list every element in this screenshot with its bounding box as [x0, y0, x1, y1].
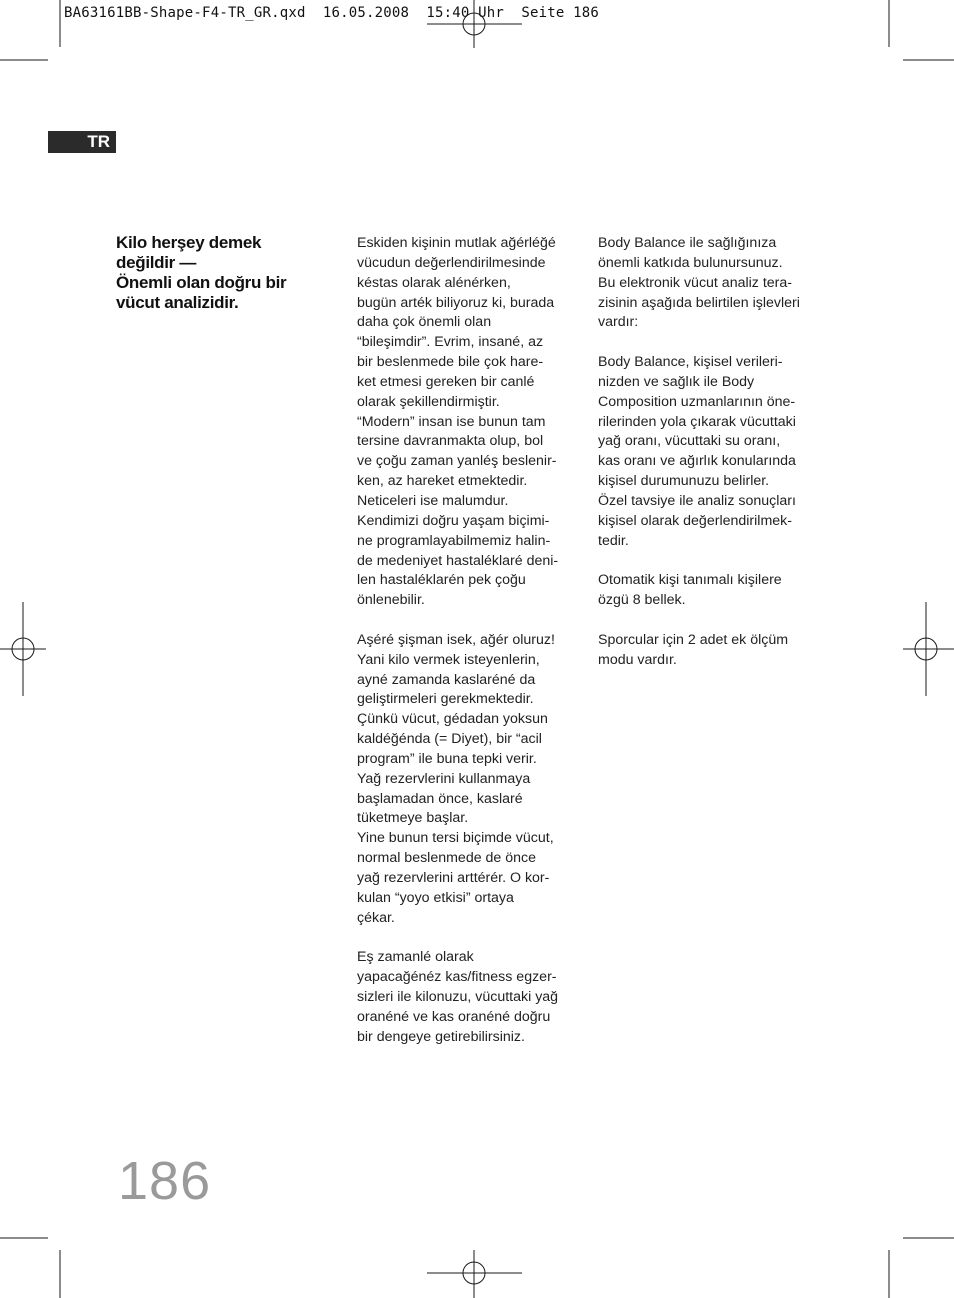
- text-line: kişisel durumunuzu belirler.: [598, 473, 770, 490]
- text-line: modu vardır.: [598, 651, 677, 668]
- text-line: tedir.: [598, 532, 629, 549]
- text-line: Otomatik kişi tanımalı kişilere: [598, 572, 782, 589]
- text-line: bir beslenmede bile çok hare-: [357, 354, 544, 371]
- paragraph: [598, 571, 838, 611]
- text-line: oranéné ve kas oranéné doğru: [357, 1008, 551, 1025]
- paragraph: [598, 631, 838, 671]
- text-line: daha çok önemli olan: [357, 314, 492, 331]
- text-line: Body Balance, kişisel verileri-: [598, 354, 783, 371]
- text-line: yağ oranı, vücuttaki su oranı,: [598, 433, 781, 450]
- text-line: çékar.: [357, 909, 395, 926]
- text-line: geliştirmeleri gerekmektedir.: [357, 691, 534, 708]
- paragraph: [598, 353, 838, 551]
- text-line: rilerinden yola çıkarak vücuttaki: [598, 413, 796, 430]
- text-line: önemli katkıda bulunursunuz.: [598, 254, 783, 271]
- text-line: ayné zamanda kaslaréné da: [357, 671, 536, 688]
- language-tab: TR: [48, 131, 116, 153]
- text-line: Yine bunun tersi biçimde vücut,: [357, 830, 554, 847]
- heading-line: değildir —: [116, 253, 197, 272]
- text-line: vücudun değerlendirilmesinde: [357, 254, 546, 271]
- text-line: özgü 8 bellek.: [598, 592, 686, 609]
- text-line: Bu elektronik vücut analiz tera-: [598, 274, 792, 291]
- text-line: normal beslenmede de önce: [357, 850, 537, 867]
- heading-line: Önemli olan doğru bir: [116, 273, 287, 292]
- text-line: bugün arték biliyoruz ki, burada: [357, 294, 555, 311]
- text-line: tersine davranmakta olup, bol: [357, 433, 544, 450]
- body-column-right: [598, 234, 838, 690]
- text-line: Yağ rezervlerini kullanmaya: [357, 770, 531, 787]
- text-line: kişisel olarak değerlendirilmek-: [598, 512, 792, 529]
- page-number: 186: [118, 1151, 212, 1211]
- text-line: yağ rezervlerini arttérér. O kor-: [357, 870, 550, 886]
- text-line: de medeniyet hastaléklaré deni-: [357, 552, 559, 569]
- text-line: zisinin aşağıda belirtilen işlevleri: [598, 294, 800, 311]
- text-line: Sporcular için 2 adet ek ölçüm: [598, 631, 789, 648]
- text-line: Eskiden kişinin mutlak ağérléğé: [357, 235, 556, 251]
- text-line: olarak şekillendirmiştir.: [357, 393, 500, 410]
- text-line: ket etmesi gereken bir canlé: [357, 373, 535, 390]
- section-heading: [116, 233, 331, 313]
- text-line: “bileşimdir”. Evrim, insané, az: [357, 334, 544, 351]
- text-line: Neticeleri ise malumdur.: [357, 492, 509, 509]
- text-line: ve çoğu zaman yanléş beslenir-: [357, 453, 557, 470]
- text-line: vardır:: [598, 314, 639, 331]
- text-line: Özel tavsiye ile analiz sonuçları: [598, 492, 796, 509]
- text-line: başlamadan önce, kaslaré: [357, 790, 523, 807]
- text-line: Yani kilo vermek isteyenlerin,: [357, 651, 540, 668]
- text-line: ken, az hareket etmektedir.: [357, 473, 528, 490]
- heading-line: vücut analizidir.: [116, 293, 239, 312]
- text-line: Composition uzmanlarının öne-: [598, 393, 796, 410]
- text-line: yapacağénéz kas/fitness egzer-: [357, 969, 557, 986]
- text-line: “Modern” insan ise bunun tam: [357, 413, 546, 430]
- text-line: kaldéğénda (= Diyet), bir “acil: [357, 731, 542, 748]
- text-line: tüketmeye başlar.: [357, 810, 469, 827]
- body-column-middle: [357, 234, 587, 1067]
- text-line: Body Balance ile sağlığınıza: [598, 235, 777, 251]
- text-line: önlenebilir.: [357, 592, 425, 609]
- text-line: Çünkü vücut, gédadan yoksun: [357, 711, 548, 728]
- print-slug-line: BA63161BB-Shape-F4-TR_GR.qxd 16.05.2008 15:40 Uhr Seite 186: [64, 5, 599, 21]
- text-line: késtas olarak alénérken,: [357, 274, 511, 291]
- text-line: Aşéré şişman isek, ağér oluruz!: [357, 631, 555, 648]
- text-line: kas oranı ve ağırlık konularında: [598, 453, 796, 470]
- text-line: kulan “yoyo etkisi” ortaya: [357, 889, 514, 906]
- text-line: Eş zamanlé olarak: [357, 949, 474, 966]
- heading-line: Kilo herşey demek: [116, 233, 262, 252]
- text-line: nizden ve sağlık ile Body: [598, 373, 755, 390]
- paragraph: [357, 234, 587, 611]
- paragraph: [357, 948, 587, 1047]
- text-line: len hastaléklarén pek çoğu: [357, 572, 526, 589]
- text-line: Kendimizi doğru yaşam biçimi-: [357, 512, 550, 529]
- paragraph: [357, 631, 587, 929]
- text-line: ne programlayabilmemiz halin-: [357, 532, 551, 549]
- paragraph: [598, 234, 838, 333]
- text-line: program” ile buna tepki verir.: [357, 750, 537, 767]
- text-line: sizleri ile kilonuzu, vücuttaki yağ: [357, 989, 559, 1006]
- text-line: bir dengeye getirebilirsiniz.: [357, 1028, 525, 1045]
